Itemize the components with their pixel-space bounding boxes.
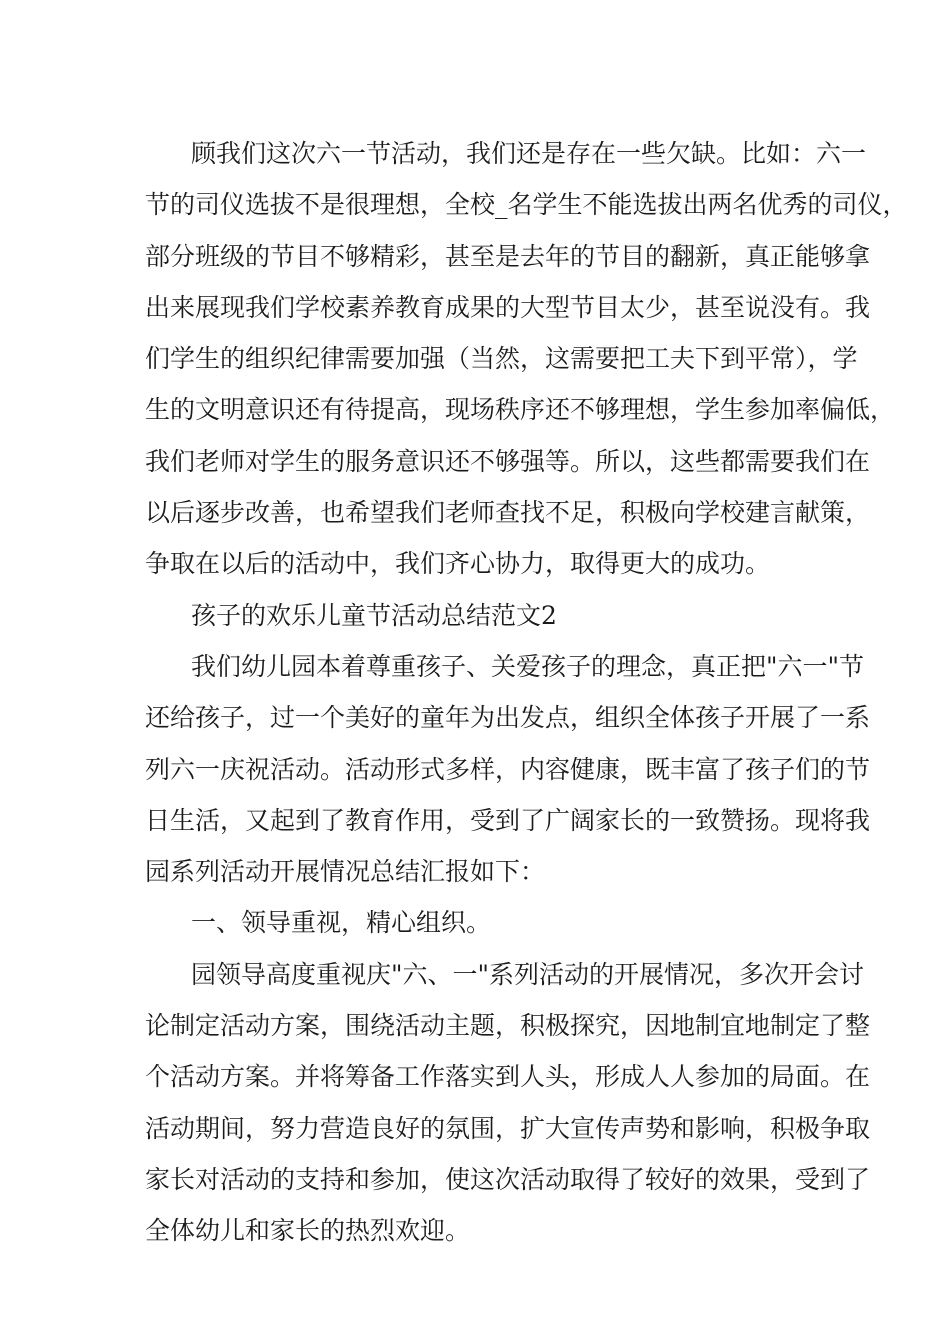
text-line: 日生活，又起到了教育作用，受到了广阔家长的一致赞扬。现将我 xyxy=(145,805,871,835)
text-line: 顾我们这次六一节活动，我们还是存在一些欠缺。比如：六一 xyxy=(191,139,867,168)
text-line: 出来展现我们学校素养教育成果的大型节目太少，甚至说没有。我 xyxy=(145,292,871,322)
text-line: 我们幼儿园本着尊重孩子、关爱孩子的理念，真正把"六一"节 xyxy=(191,651,865,681)
text-line: 论制定活动方案，围绕活动主题，积极探究，因地制宜地制定了整 xyxy=(145,1011,871,1041)
text-line: 列六一庆祝活动。活动形式多样，内容健康，既丰富了孩子们的节 xyxy=(145,754,871,784)
text-line: 个活动方案。并将筹备工作落实到人头，形成人人参加的局面。在 xyxy=(145,1062,871,1092)
text-line: 生的文明意识还有待提高，现场秩序还不够理想，学生参加率偏低， xyxy=(145,395,896,425)
text-line: 以后逐步改善，也希望我们老师查找不足，积极向学校建言献策， xyxy=(145,498,871,528)
text-line: 部分班级的节目不够精彩，甚至是去年的节目的翻新，真正能够拿 xyxy=(145,241,871,271)
section-title: 孩子的欢乐儿童节活动总结范文2 xyxy=(191,600,557,630)
text-line: 还给孩子，过一个美好的童年为出发点，组织全体孩子开展了一系 xyxy=(145,703,871,733)
text-line: 园领导高度重视庆"六、一"系列活动的开展情况，多次开会讨 xyxy=(191,959,865,989)
text-line: 园系列活动开展情况总结汇报如下： xyxy=(145,857,546,887)
subheading: 一、领导重视，精心组织。 xyxy=(191,908,492,938)
text-line: 节的司仪选拔不是很理想，全校_名学生不能选拔出两名优秀的司仪， xyxy=(145,190,908,220)
text-line: 们学生的组织纪律需要加强（当然，这需要把工夫下到平常），学 xyxy=(145,344,858,374)
text-line: 活动期间，努力营造良好的氛围，扩大宣传声势和影响，积极争取 xyxy=(145,1113,871,1143)
text-line: 争取在以后的活动中，我们齐心协力，取得更大的成功。 xyxy=(145,549,771,579)
text-line: 我们老师对学生的服务意识还不够强等。所以，这些都需要我们在 xyxy=(145,446,871,476)
text-line: 全体幼儿和家长的热烈欢迎。 xyxy=(145,1216,471,1246)
document-body xyxy=(145,128,908,1257)
text-line: 家长对活动的支持和参加，使这次活动取得了较好的效果，受到了 xyxy=(145,1164,871,1194)
